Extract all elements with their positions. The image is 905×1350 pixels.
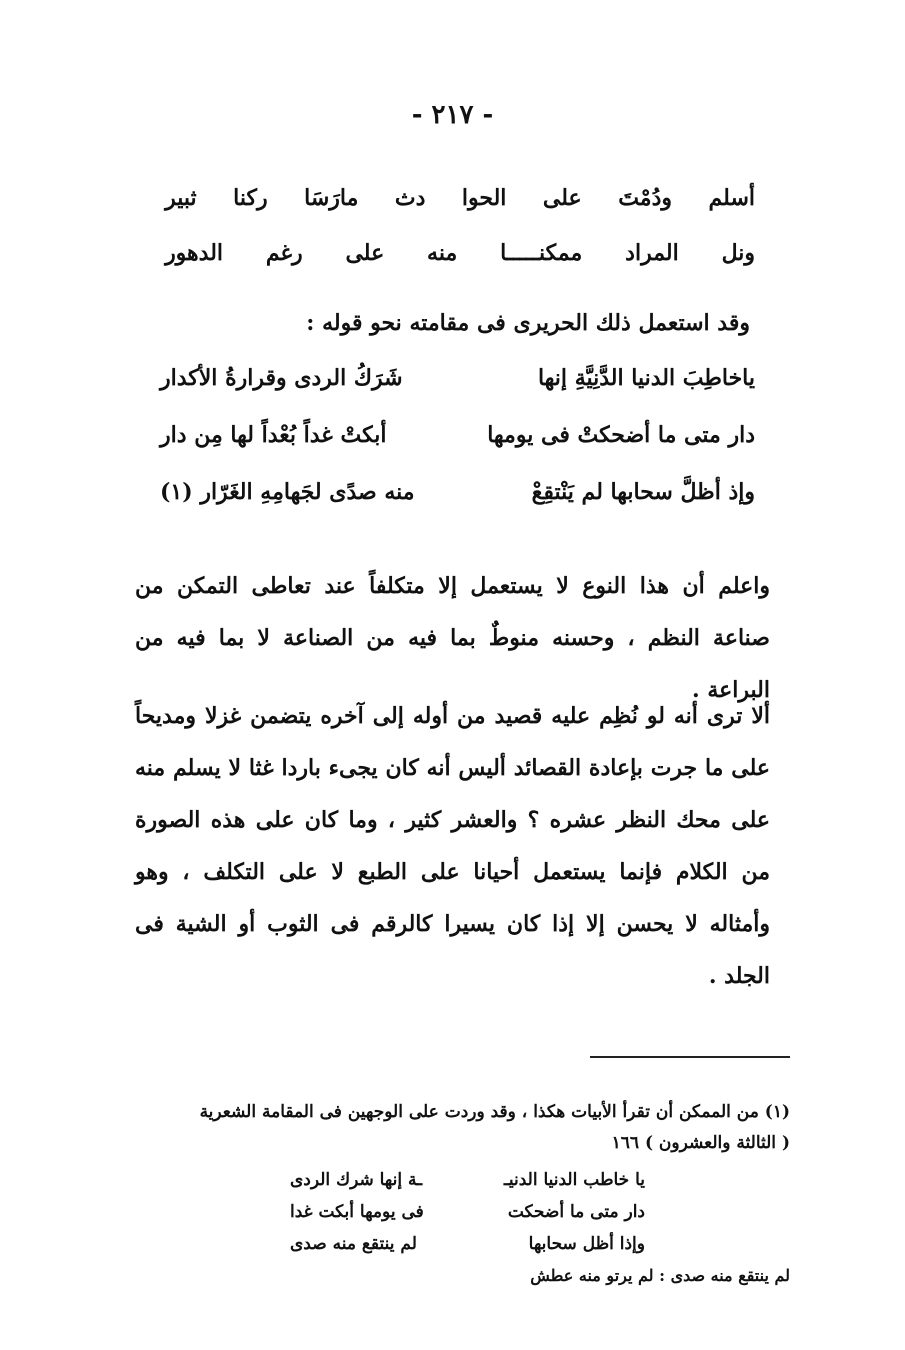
verse-word: ممكنـــــا: [500, 240, 583, 266]
opening-verse-line-2: [165, 240, 755, 266]
paragraph-1: واعلم أن هذا النوع لا يستعمل إلا متكلفاً عند تعاطى التمكن من صناعة النظم ، وحسنه منوطٌ بما فيه من الصناعة لا بما فيه من البراعة .: [135, 573, 770, 703]
footnote-hemistich-second: لم ينتقع منه صدى: [290, 1234, 417, 1254]
page-number: - ٢١٧ -: [411, 100, 494, 130]
verse-word: الدهور: [165, 240, 224, 266]
footnote-hemistich-second: ـة إنها شرك الردى: [290, 1170, 423, 1190]
verse-word: ثبير: [165, 185, 197, 211]
couplet-2: [160, 422, 755, 448]
footnote-line-1: (١) من الممكن أن تقرأ الأبيات هكذا ، وقد وردت على الوجهين فى المقامة الشعرية: [199, 1102, 790, 1122]
verse-word: رغم: [265, 240, 303, 266]
verse-word: ونل: [721, 240, 755, 266]
hemistich-first: ياخاطِبَ الدنيا الدَّنِيَّةِ إنها: [537, 365, 755, 391]
verse-word: الحوا: [461, 185, 507, 211]
verse-word: المراد: [625, 240, 679, 266]
hemistich-first: وإذ أظلَّ سحابها لم يَنْتقِعْ: [531, 479, 755, 505]
hemistich-second: أبكتْ غداً بُعْداً لها مِن دار: [160, 422, 387, 448]
hemistich-second: شَرَكُ الردى وقرارةُ الأكدار: [160, 365, 403, 391]
paragraph-2: ألا ترى أنه لو نُظِم عليه قصيد من أوله إلى آخره يتضمن غزلا ومديحاً على ما جرت بإعادة القصائد أليس أنه كان يجىء باردا غثا لا يسلم منه على محك النظر عشره ؟ والعشر كثير ، وما كان على هذه الصورة من الكلام فإنما يستعمل أحيانا على الطبع لا على التكلف ، وهو وأمثاله لا يحسن إلا إذا كان يسيرا كالرقم فى الثوب أو الشية فى الجلد .: [135, 703, 770, 989]
verse-word: ركنا: [233, 185, 268, 211]
verse-word: على: [345, 240, 385, 266]
hemistich-second: منه صدًى لجَهامِهِ الغَرّار (١): [160, 479, 415, 505]
footnote-hemistich-first: وإذا أظل سحابها: [528, 1234, 645, 1254]
verse-word: مارَسَا: [304, 185, 359, 211]
couplet-3: [160, 479, 755, 505]
footnote-verse-3: [290, 1234, 645, 1254]
verse-word: منه: [427, 240, 458, 266]
verse-word: أسلم: [708, 185, 755, 211]
hemistich-first: دار متى ما أضحكتْ فى يومها: [487, 422, 755, 448]
footnote-line-2: ( الثالثة والعشرون ) ١٦٦: [611, 1133, 790, 1153]
intro-line: وقد استعمل ذلك الحريرى فى مقامته نحو قوله :: [306, 310, 750, 336]
footnote-hemistich-first: يا خاطب الدنيا الدنيـ: [503, 1170, 645, 1190]
footnote-verse-2: [290, 1202, 645, 1222]
footnote-gloss: لم ينتقع منه صدى : لم يرتو منه عطش: [530, 1266, 790, 1285]
footnote-verse-1: [290, 1170, 645, 1190]
couplet-1: [160, 365, 755, 391]
verse-word: على: [542, 185, 582, 211]
opening-verse-line-1: [165, 185, 755, 211]
verse-word: دث: [394, 185, 426, 211]
footnote-hemistich-first: دار متى ما أضحكت: [507, 1202, 645, 1222]
footnote-rule: [590, 1056, 790, 1058]
verse-word: ودُمْتَ: [618, 185, 672, 211]
footnote-hemistich-second: فى يومها أبكت غدا: [290, 1202, 424, 1222]
